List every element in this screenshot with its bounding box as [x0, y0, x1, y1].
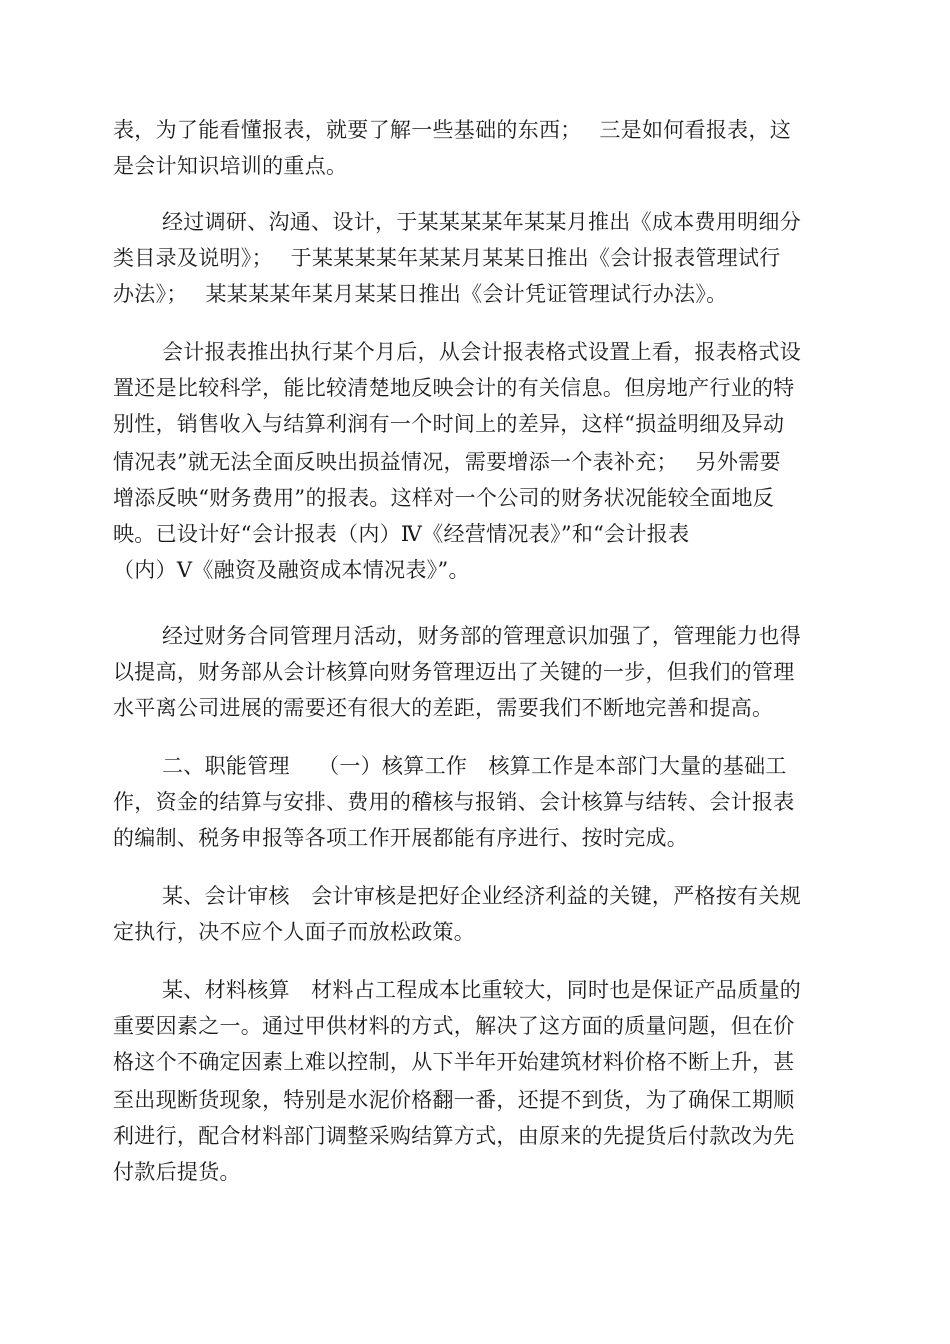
text-line: 的编制、税务申报等各项工作开展都能有序进行、按时完成。 [113, 826, 689, 850]
text-line: 办法》； 某某某某年某月某某日推出《会计凭证管理试行办法》。 [113, 282, 728, 306]
text-line: 格这个不确定因素上难以控制，从下半年开始建筑材料价格不断上升，甚 [113, 1050, 795, 1074]
text-line: 是会计知识培训的重点。 [113, 154, 348, 178]
text-line: 定执行，决不应个人面子而放松政策。 [113, 920, 476, 944]
text-line: 别性，销售收入与结算利润有一个时间上的差异，这样“损益明细及异动 [113, 412, 785, 436]
text-line: 利进行，配合材料部门调整采购结算方式，由原来的先提货后付款改为先 [113, 1124, 795, 1148]
text-line: （内）Ⅴ《融资及融资成本情况表》”。 [113, 558, 470, 582]
text-line: 表，为了能看懂报表，就要了解一些基础的东西； 三是如何看报表，这 [113, 118, 792, 142]
text-line: 重要因素之一。通过甲供材料的方式，解决了这方面的质量问题，但在价 [113, 1014, 795, 1038]
text-line: 会计报表推出执行某个月后，从会计报表格式设置上看，报表格式设 [162, 340, 801, 364]
text-line: 某、材料核算 材料占工程成本比重较大，同时也是保证产品质量的 [162, 978, 801, 1002]
text-line: 某、会计审核 会计审核是把好企业经济利益的关键，严格按有关规 [162, 884, 801, 908]
text-line: 二、职能管理 （一）核算工作 核算工作是本部门大量的基础工 [162, 754, 787, 778]
text-line: 类目录及说明》； 于某某某某年某某月某某日推出《会计报表管理试行 [113, 246, 781, 270]
text-line: 水平离公司进展的需要还有很大的差距，需要我们不断地完善和提高。 [113, 696, 774, 720]
text-line: 以提高，财务部从会计核算向财务管理迈出了关键的一步，但我们的管理 [113, 660, 795, 684]
text-line: 置还是比较科学，能比较清楚地反映会计的有关信息。但房地产行业的特 [113, 376, 795, 400]
text-line: 增添反映“财务费用”的报表。这样对一个公司的财务状况能较全面地反 [113, 486, 775, 510]
text-line: 经过财务合同管理月活动，财务部的管理意识加强了，管理能力也得 [162, 624, 801, 648]
text-line: 至出现断货现象，特别是水泥价格翻一番，还提不到货，为了确保工期顺 [113, 1088, 795, 1112]
text-line: 情况表”就无法全面反映出损益情况，需要增添一个表补充； 另外需要 [113, 450, 781, 474]
text-line: 作，资金的结算与安排、费用的稽核与报销、会计核算与结转、会计报表 [113, 790, 795, 814]
text-line: 付款后提货。 [113, 1160, 241, 1184]
text-line: 经过调研、沟通、设计，于某某某某年某某月推出《成本费用明细分 [162, 210, 801, 234]
text-line: 映。已设计好“会计报表（内）Ⅳ《经营情况表》”和“会计报表 [113, 522, 690, 546]
